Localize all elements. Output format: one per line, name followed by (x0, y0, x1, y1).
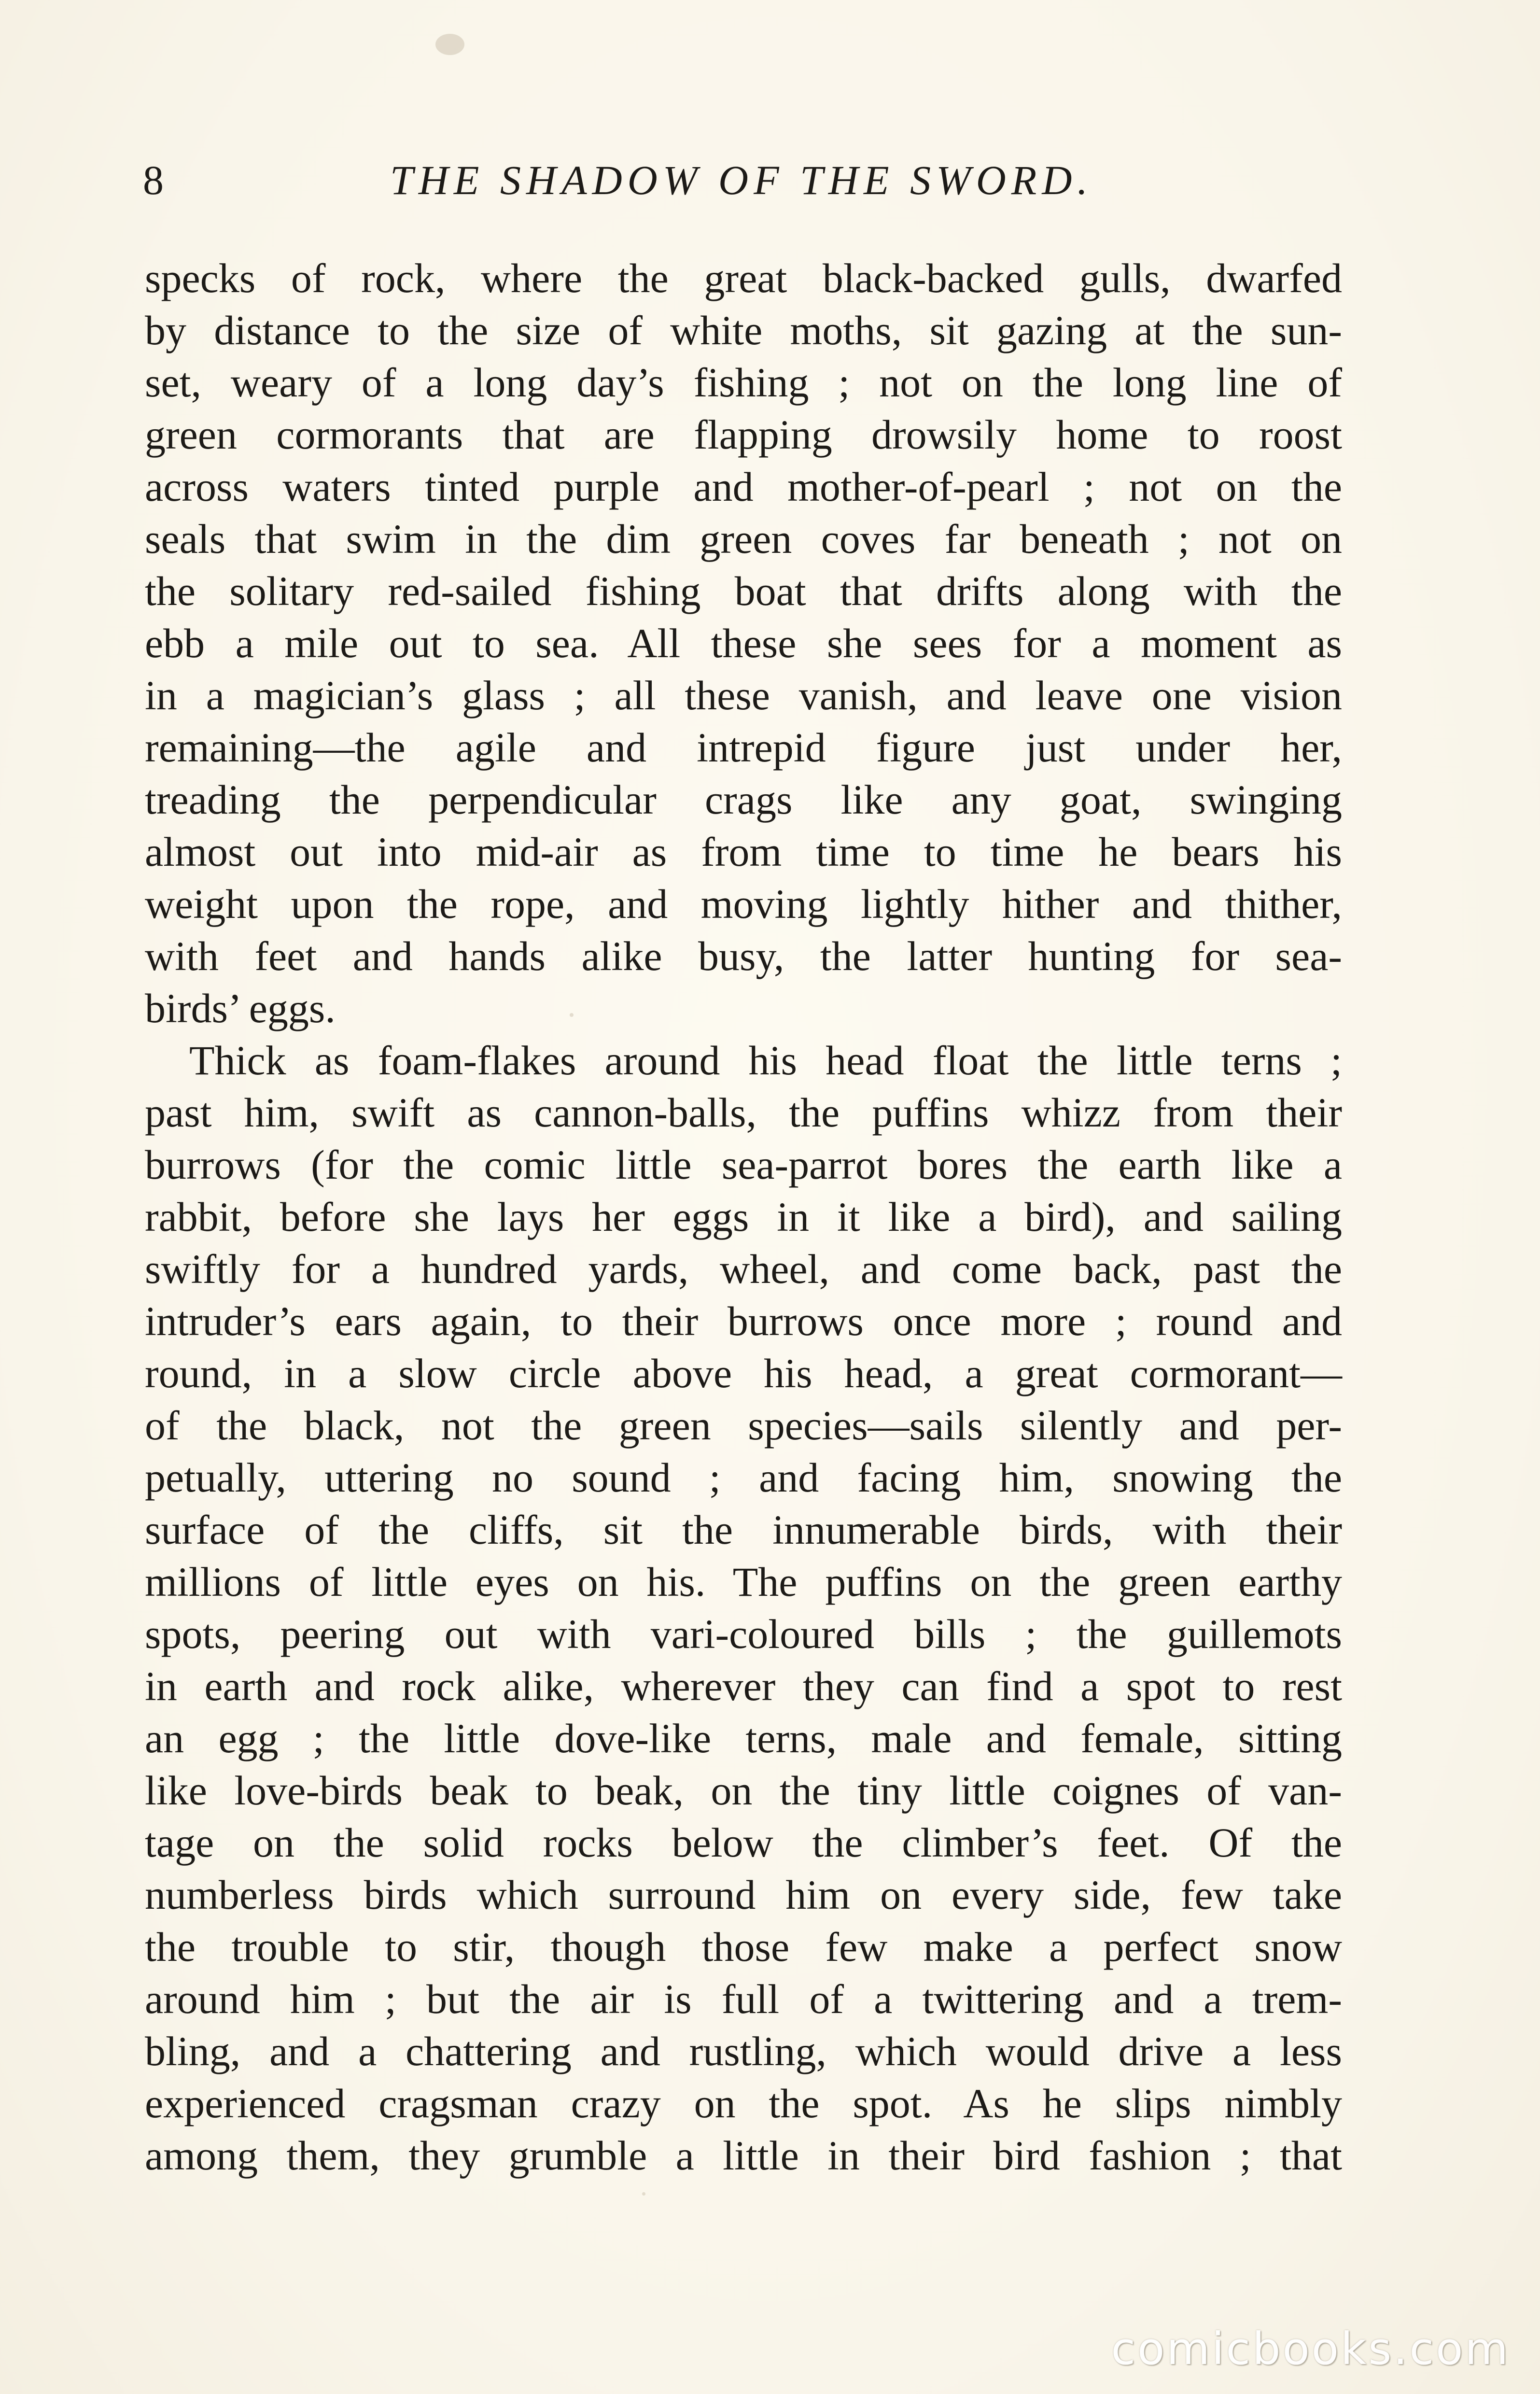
text-line: in a magician’s glass ; all these vanish, and leave one vision (145, 672, 1342, 718)
text-line: intruder’s ears again, to their burrows once more ; round and (145, 1298, 1342, 1344)
text-line: among them, they grumble a little in their bird fashion ; that (145, 2132, 1342, 2179)
running-head (143, 154, 1350, 207)
paper-speck (642, 2192, 645, 2196)
text-line: swiftly for a hundred yards, wheel, and come back, past the (145, 1246, 1342, 1292)
text-line: past him, swift as cannon-balls, the puffins whizz from their (145, 1089, 1342, 1136)
text-line: petually, uttering no sound ; and facing him, snowing the (145, 1454, 1342, 1501)
text-line: of the black, not the green species—sails silently and per- (145, 1402, 1342, 1449)
text-line: spots, peering out with vari-coloured bills ; the guillemots (145, 1611, 1342, 1657)
text-line: treading the perpendicular crags like any goat, swinging (145, 776, 1342, 823)
text-line: like love-birds beak to beak, on the tiny little coignes of van- (145, 1767, 1342, 1814)
text-line: burrows (for the comic little sea-parrot bores the earth like a (145, 1141, 1342, 1188)
text-line: green cormorants that are flapping drowsily home to roost (145, 411, 1342, 458)
text-line: specks of rock, where the great black-backed gulls, dwarfed (145, 255, 1342, 301)
text-line: almost out into mid-air as from time to time he bears his (145, 829, 1342, 875)
source-watermark: comicbooks.com (1111, 2323, 1510, 2375)
text-line: with feet and hands alike busy, the latter hunting for sea- (145, 933, 1342, 979)
body-text (145, 252, 1342, 2182)
text-line: tage on the solid rocks below the climber’s feet. Of the (145, 1819, 1342, 1866)
text-line: across waters tinted purple and mother-of-pearl ; not on the (145, 464, 1342, 510)
text-line: in earth and rock alike, wherever they can find a spot to rest (145, 1663, 1342, 1709)
text-line: rabbit, before she lays her eggs in it like a bird), and sailing (145, 1194, 1342, 1240)
text-line: experienced cragsman crazy on the spot. As he slips nimbly (145, 2080, 1342, 2126)
text-line: the solitary red-sailed fishing boat that drifts along with the (145, 568, 1342, 614)
text-line: seals that swim in the dim green coves far beneath ; not on (145, 516, 1342, 562)
text-line: numberless birds which surround him on every side, few take (145, 1872, 1342, 1918)
running-title: THE SHADOW OF THE SWORD. (390, 157, 1093, 203)
text-line: remaining—the agile and intrepid figure just under her, (145, 724, 1342, 771)
text-line: birds’ eggs. (145, 985, 336, 1031)
text-line: an egg ; the little dove-like terns, male and female, sitting (145, 1715, 1342, 1761)
text-line: round, in a slow circle above his head, a great cormorant— (145, 1350, 1342, 1396)
paper-speck (435, 34, 464, 55)
text-line: the trouble to stir, though those few make a perfect snow (145, 1924, 1342, 1970)
text-line: weight upon the rope, and moving lightly hither and thither, (145, 881, 1342, 927)
paragraph-start-line: Thick as foam-flakes around his head float the little terns ; (189, 1037, 1342, 1084)
text-line: surface of the cliffs, sit the innumerable birds, with their (145, 1507, 1342, 1553)
text-line: millions of little eyes on his. The puffins on the green earthy (145, 1559, 1342, 1605)
text-line: ebb a mile out to sea. All these she sees for a moment as (145, 620, 1342, 666)
text-line: bling, and a chattering and rustling, which would drive a less (145, 2028, 1342, 2074)
page-number: 8 (143, 157, 164, 203)
text-line: set, weary of a long day’s fishing ; not on the long line of (145, 359, 1342, 406)
text-line: by distance to the size of white moths, sit gazing at the sun- (145, 307, 1342, 353)
text-line: around him ; but the air is full of a twittering and a trem- (145, 1976, 1342, 2022)
